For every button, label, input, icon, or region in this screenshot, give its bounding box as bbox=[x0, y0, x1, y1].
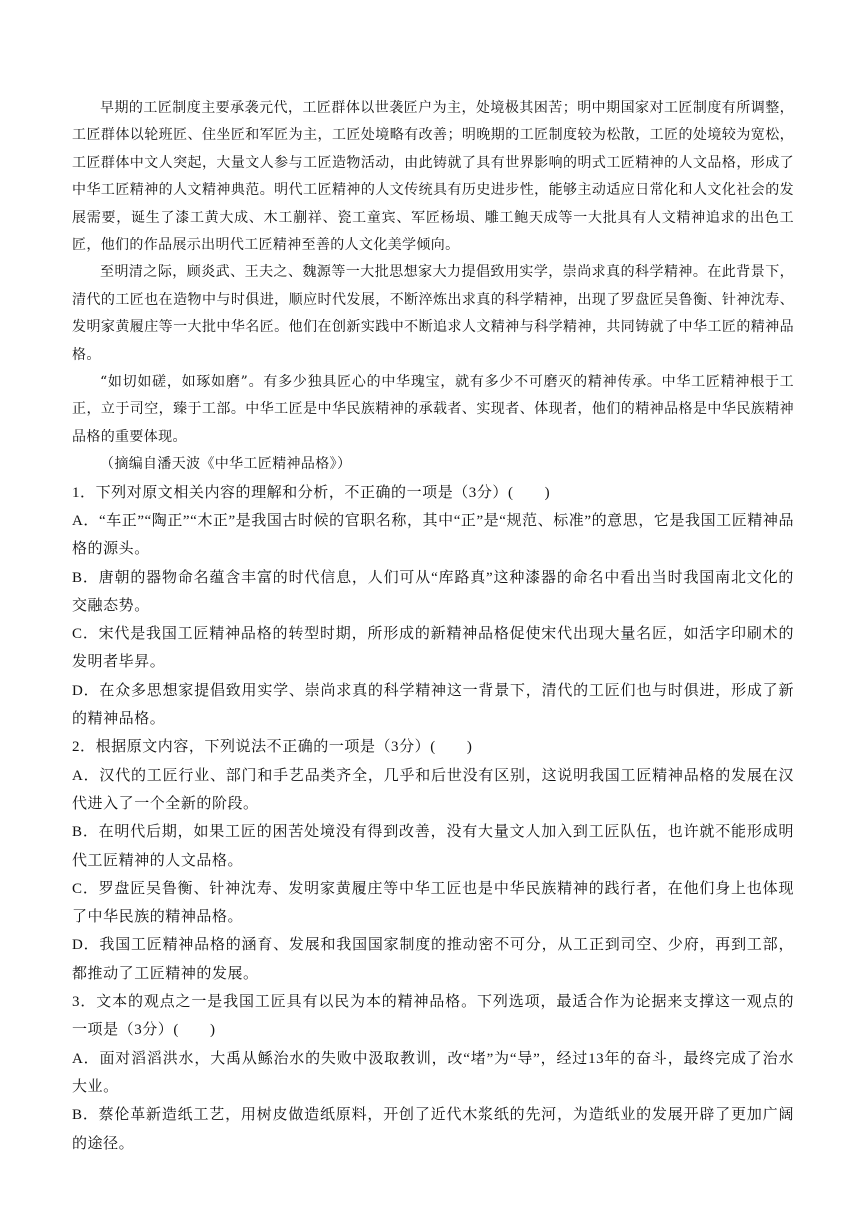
question-2 bbox=[72, 733, 794, 988]
option-d: D．在众多思想家提倡致用实学、崇尚求真的科学精神这一背景下，清代的工匠们也与时俱进，形成了新的精神品格。 bbox=[72, 682, 794, 728]
passage-paragraph: 早期的工匠制度主要承袭元代，工匠群体以世袭匠户为主，处境极其困苦；明中期国家对工匠制度有所调整，工匠群体以轮班匠、住坐匠和军匠为主，工匠处境略有改善；明晚期的工匠制度较为松散，工匠的处境较为宽松，工匠群体中文人突起，大量文人参与工匠造物活动，由此铸就了具有世界影响的明式工匠精神的人文品格，形成了中华工匠精神的人文精神典范。明代工匠精神的人文传统具有历史进步性，能够主动适应日常化和人文化社会的发展需要，诞生了漆工黄大成、木工蒯祥、瓷工童宾、军匠杨埙、雕工鲍天成等一大批具有人文精神追求的出色工匠，他们的作品展示出明代工匠精神至善的人文化美学倾向。 bbox=[72, 100, 794, 254]
option-a: A．面对滔滔洪水，大禹从鲧治水的失败中汲取教训，改“堵”为“导”，经过13年的奋斗，最终完成了治水大业。 bbox=[72, 1050, 794, 1095]
option-b: B．唐朝的器物命名蕴含丰富的时代信息，人们可从“库路真”这种漆器的命名中看出当时我国南北文化的交融态势。 bbox=[72, 569, 794, 614]
passage-source: （摘编自潘天波《中华工匠精神品格》） bbox=[100, 456, 352, 473]
exam-page bbox=[72, 95, 794, 1158]
reading-passage bbox=[72, 95, 794, 479]
question-stem: 3．文本的观点之一是我国工匠具有以民为本的精神品格。下列选项，最适合作为论据来支撑这一观点的一项是（3分）( ) bbox=[72, 994, 794, 1039]
passage-paragraph: 至明清之际，顾炎武、王夫之、魏源等一大批思想家大力提倡致用实学，崇尚求真的科学精神。在此背景下，清代的工匠也在造物中与时俱进，顺应时代发展，不断淬炼出求真的科学精神，出现了罗盘匠吴鲁衡、针神沈寿、发明家黄履庄等一大批中华名匠。他们在创新实践中不断追求人文精神与科学精神，共同铸就了中华工匠的精神品格。 bbox=[72, 264, 794, 363]
option-a: A．“车正”“陶正”“木正”是我国古时候的官职名称，其中“正”是“规范、标准”的意思，它是我国工匠精神品格的源头。 bbox=[72, 512, 794, 558]
question-3 bbox=[72, 988, 794, 1158]
question-1 bbox=[72, 479, 794, 734]
question-stem: 1．下列对原文相关内容的理解和分析，不正确的一项是（3分）( ) bbox=[72, 484, 551, 501]
option-c: C．宋代是我国工匠精神品格的转型时期，所形成的新精神品格促使宋代出现大量名匠，如活字印刷术的发明者毕昇。 bbox=[72, 626, 794, 671]
option-b: B．在明代后期，如果工匠的困苦处境没有得到改善，没有大量文人加入到工匠队伍，也许就不能形成明代工匠精神的人文品格。 bbox=[72, 824, 794, 869]
option-b: B．蔡伦革新造纸工艺，用树皮做造纸原料，开创了近代木浆纸的先河，为造纸业的发展开辟了更加广阔的途径。 bbox=[72, 1107, 794, 1152]
question-stem: 2．根据原文内容，下列说法不正确的一项是（3分）( ) bbox=[72, 739, 473, 756]
option-d: D．我国工匠精神品格的涵育、发展和我国国家制度的推动密不可分，从工正到司空、少府，再到工部，都推动了工匠精神的发展。 bbox=[72, 937, 794, 982]
option-c: C．罗盘匠吴鲁衡、针神沈寿、发明家黄履庄等中华工匠也是中华民族精神的践行者，在他们身上也体现了中华民族的精神品格。 bbox=[72, 880, 794, 926]
passage-paragraph: “如切如磋，如琢如磨”。有多少独具匠心的中华瑰宝，就有多少不可磨灭的精神传承。中华工匠精神根于工正，立于司空，臻于工部。中华工匠是中华民族精神的承载者、实现者、体现者，他们的精神品格是中华民族精神品格的重要体现。 bbox=[72, 374, 794, 445]
option-a: A．汉代的工匠行业、部门和手艺品类齐全，几乎和后世没有区别，这说明我国工匠精神品格的发展在汉代进入了一个全新的阶段。 bbox=[72, 767, 794, 812]
